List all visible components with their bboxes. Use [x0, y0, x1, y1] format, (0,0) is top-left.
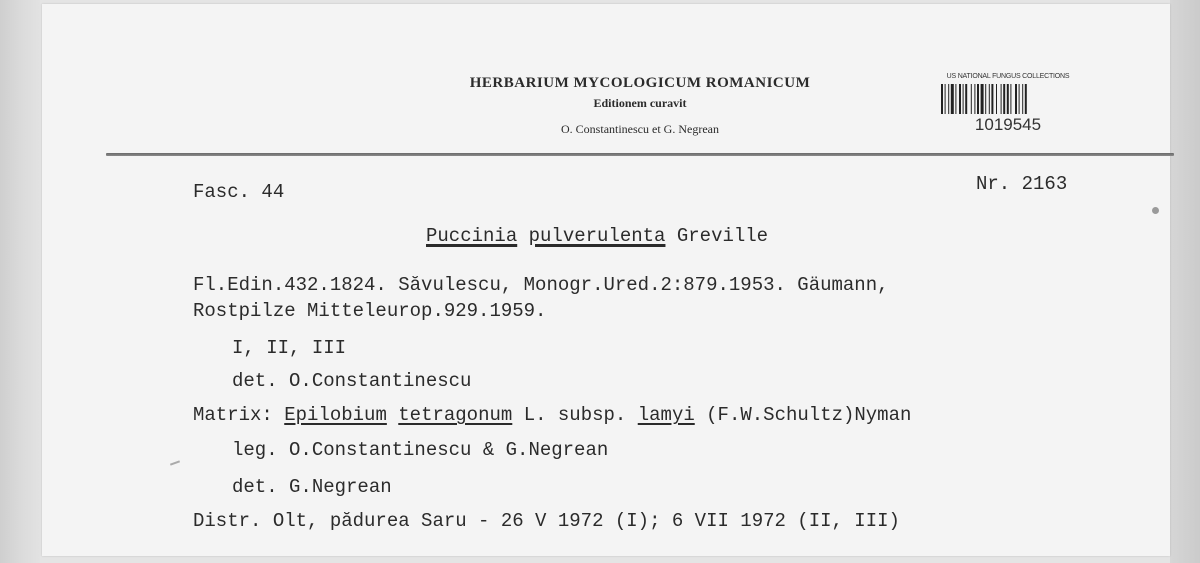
species-epithet: pulverulenta	[528, 225, 666, 247]
references-line-1: Fl.Edin.432.1824. Săvulescu, Monogr.Ured.2:879.1953. Gäumann,	[193, 274, 889, 296]
species-genus: Puccinia	[426, 225, 518, 247]
herbarium-subtitle: Editionem curavit	[593, 96, 687, 110]
specimen-number: Nr. 2163	[976, 173, 1068, 195]
distribution-locality: Distr. Olt, pădurea Saru - 26 V 1972 (I); 6 VII 1972 (II, III)	[193, 510, 900, 532]
determiner-fungus: det. O.Constantinescu	[232, 370, 472, 392]
herbarium-editors: O. Constantinescu et G. Negrean	[561, 122, 719, 136]
barcode-bars-icon	[941, 84, 1075, 114]
fascicle-number: Fasc. 44	[193, 181, 285, 203]
collectors: leg. O.Constantinescu & G.Negrean	[232, 439, 609, 461]
background-left-edge	[0, 0, 40, 563]
barcode-number: 1019545	[974, 115, 1042, 134]
host-mid: L. subsp.	[523, 404, 627, 426]
host-epithet: tetragonum	[398, 404, 513, 426]
references-line-2: Rostpilze Mitteleurop.929.1959.	[193, 300, 547, 322]
species-name	[426, 224, 768, 248]
header-divider	[106, 153, 1174, 156]
spore-stages: I, II, III	[232, 337, 347, 359]
species-author: Greville	[676, 225, 769, 247]
determiner-host: det. G.Negrean	[232, 476, 392, 498]
background-right-edge	[1170, 0, 1200, 563]
matrix-prefix: Matrix:	[193, 404, 273, 426]
host-author: (F.W.Schultz)Nyman	[706, 404, 912, 426]
label-header	[390, 72, 890, 144]
host-subspecies: lamyi	[637, 404, 695, 426]
speck-mark	[1152, 207, 1159, 214]
barcode-sticker	[932, 72, 1084, 146]
matrix-host	[193, 403, 911, 427]
host-genus: Epilobium	[284, 404, 387, 426]
barcode-collection-label: US NATIONAL FUNGUS COLLECTIONS	[946, 73, 1070, 80]
herbarium-title: HERBARIUM MYCOLOGICUM ROMANICUM	[469, 75, 811, 91]
